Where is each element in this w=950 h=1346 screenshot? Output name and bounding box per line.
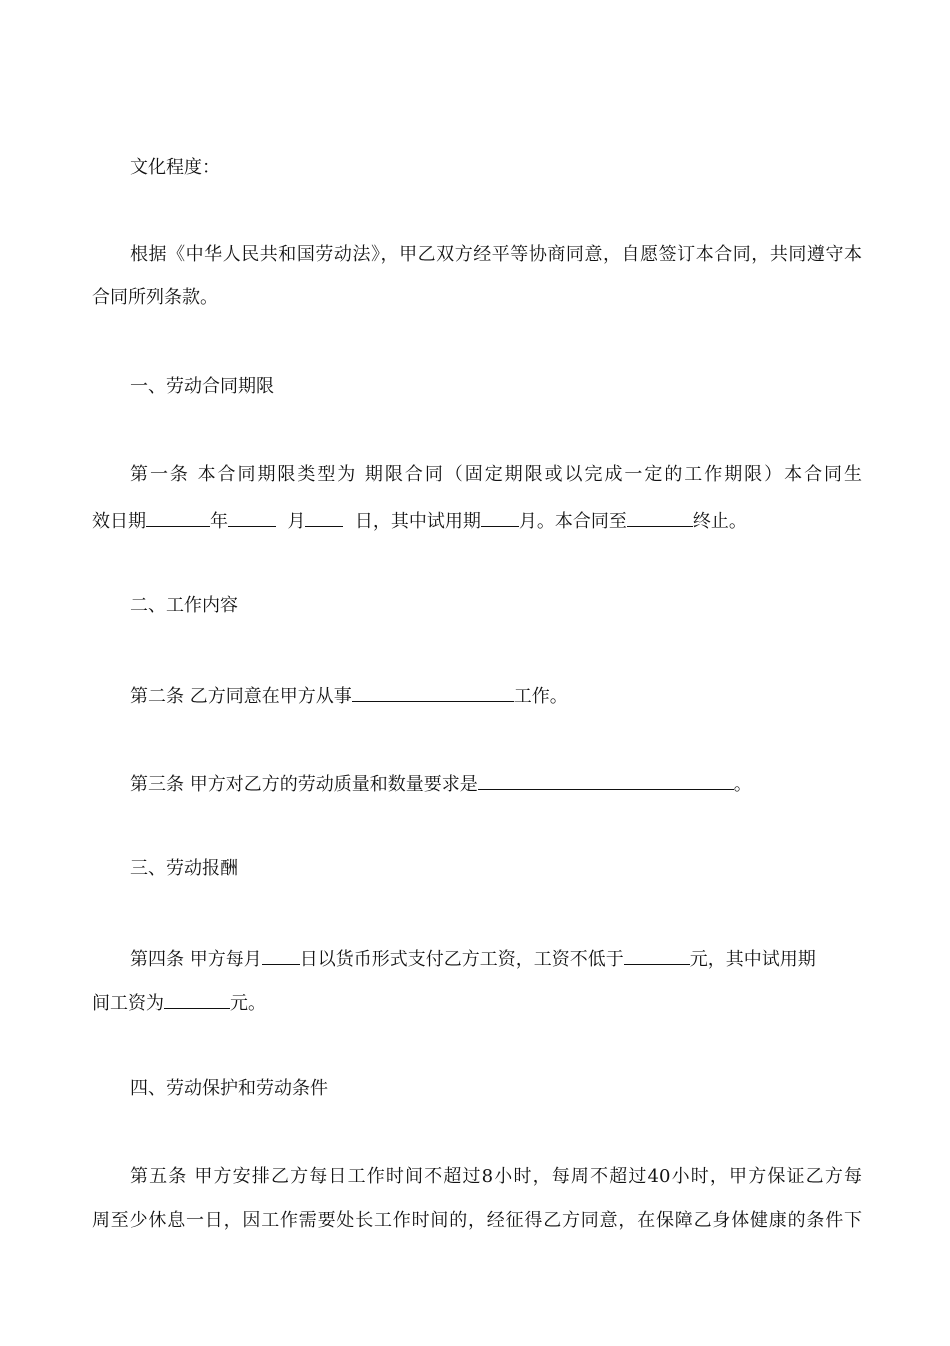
article-1-line-1: 第一条 本合同期限类型为 期限合同（固定期限或以完成一定的工作期限）本合同生 (130, 464, 862, 485)
preamble-line-1: 根据《中华人民共和国劳动法》，甲乙双方经平等协商同意，自愿签订本合同，共同遵守本 (130, 244, 862, 265)
section-4-heading: 四、劳动保护和劳动条件 (130, 1078, 328, 1099)
month-until-label: 月。本合同至 (518, 511, 627, 532)
section-1-heading: 一、劳动合同期限 (130, 376, 274, 397)
article-2-suffix: 工作。 (513, 686, 568, 707)
probation-months-blank[interactable] (481, 508, 519, 527)
preamble-line-2: 合同所列条款。 (92, 287, 218, 308)
effective-year-blank[interactable] (146, 508, 210, 527)
day-probation-label: 日，其中试用期 (354, 511, 481, 532)
article-4-mid-1: 日以货币形式支付乙方工资，工资不低于 (299, 949, 624, 970)
pay-day-blank[interactable] (262, 946, 300, 965)
end-date-blank[interactable] (627, 508, 693, 527)
article-2 (130, 683, 862, 708)
section-3-heading: 三、劳动报酬 (130, 858, 238, 879)
article-2-prefix: 第二条 乙方同意在甲方从事 (130, 686, 352, 707)
effective-month-blank[interactable] (228, 508, 276, 527)
job-position-blank[interactable] (352, 683, 514, 702)
article-1-effective-label: 效日期 (92, 511, 146, 532)
article-3 (130, 771, 862, 796)
effective-day-blank[interactable] (305, 508, 343, 527)
quality-quantity-blank[interactable] (478, 771, 734, 790)
year-label: 年 (210, 511, 228, 532)
article-5-line-1: 第五条 甲方安排乙方每日工作时间不超过8小时，每周不超过40小时，甲方保证乙方每 (130, 1166, 862, 1187)
end-label: 终止。 (692, 511, 747, 532)
article-5-line-2: 周至少休息一日，因工作需要处长工作时间的，经征得乙方同意，在保障乙身体健康的条件下 (92, 1210, 862, 1231)
article-4-mid-2: 元，其中试用期 (689, 949, 816, 970)
article-3-suffix: 。 (733, 774, 752, 795)
month-label: 月 (287, 511, 306, 532)
section-2-heading: 二、工作内容 (130, 595, 238, 616)
article-4-prefix: 第四条 甲方每月 (130, 949, 262, 970)
min-wage-blank[interactable] (624, 946, 690, 965)
article-1-line-2 (92, 508, 862, 533)
article-4-line-1 (130, 946, 862, 971)
education-label: 文化程度： (130, 157, 220, 178)
article-4-line-2-prefix: 间工资为 (92, 993, 164, 1014)
article-3-prefix: 第三条 甲方对乙方的劳动质量和数量要求是 (130, 774, 478, 795)
article-4-line-2-suffix: 元。 (230, 993, 266, 1014)
article-4-line-2 (92, 990, 862, 1015)
probation-wage-blank[interactable] (164, 990, 230, 1009)
